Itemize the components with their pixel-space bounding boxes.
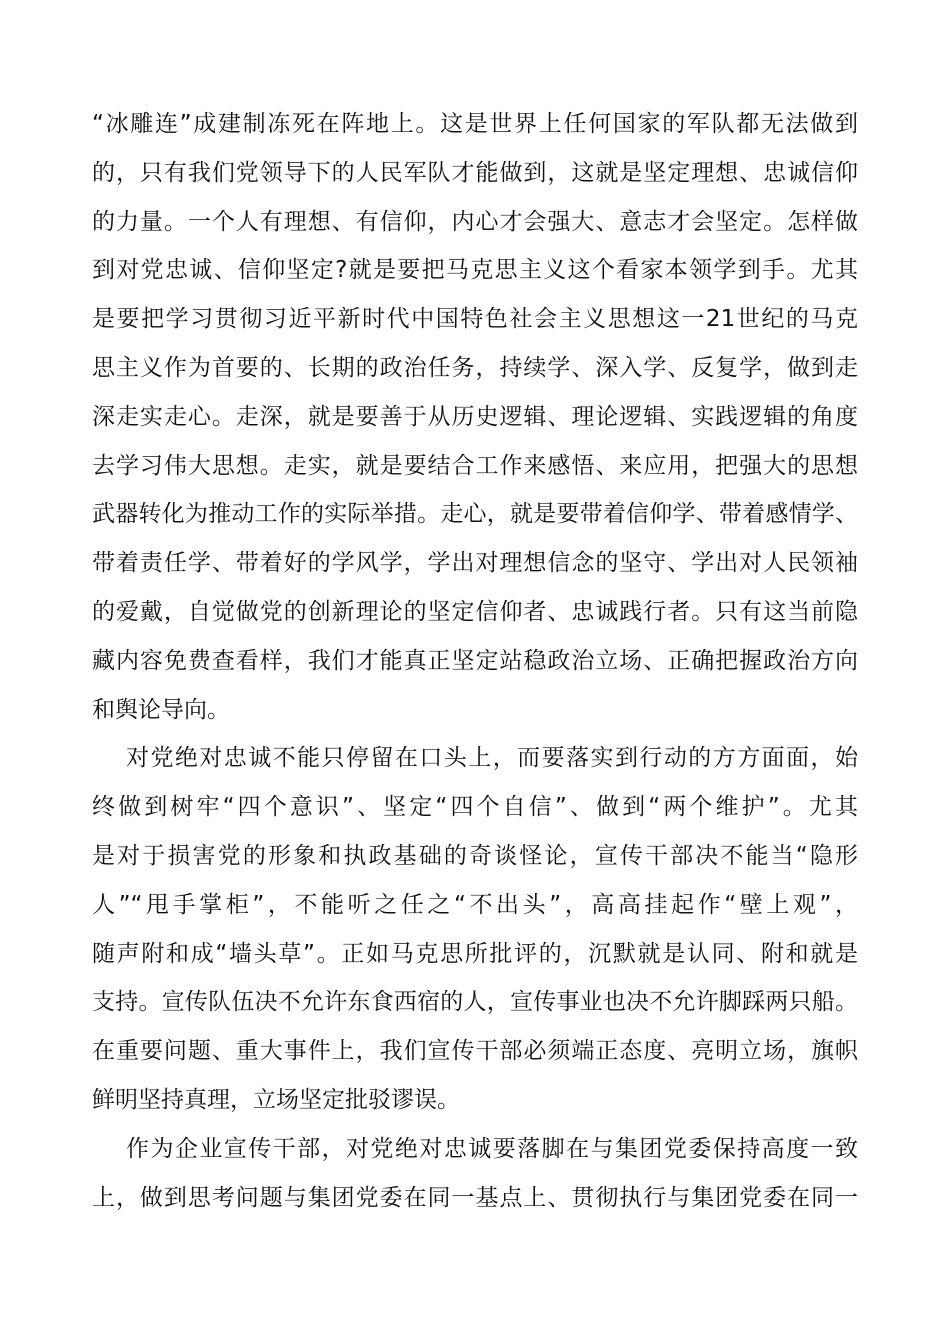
text-line: “冰雕连”成建制冻死在阵地上。这是世界上任何国家的军队都无法做到 [92,111,858,137]
text-line: 随声附和成“墙头草”。正如马克思所批评的，沉默就是认同、附和就是 [92,940,858,967]
text-line: 人”“甩手掌柜”，不能听之任之“不出头”，高高挂起作“壁上观”， [92,891,858,918]
text-line: 武器转化为推动工作的实际举措。走心，就是要带着信仰学、带着感情学、 [92,501,858,528]
text-line: 对党绝对忠诚不能只停留在口头上，而要落实到行动的方方面面，始 [126,745,858,772]
text-line: 是对于损害党的形象和执政基础的奇谈怪论，宣传干部决不能当“隐形 [92,842,858,869]
text-line: 终做到树牢“四个意识”、坚定“四个自信”、做到“两个维护”。尤其 [92,794,858,821]
text-line: 的爱戴，自觉做党的创新理论的坚定信仰者、忠诚践行者。只有这当前隐 [92,598,858,625]
text-line: 上，做到思考问题与集团党委在同一基点上、贯彻执行与集团党委在同一 [92,1184,858,1211]
text-line: 的力量。一个人有理想、有信仰，内心才会强大、意志才会坚定。怎样做 [92,208,858,235]
paragraph [92,100,858,734]
text-line: 在重要问题、重大事件上，我们宣传干部必须端正态度、亮明立场，旗帜 [92,1038,858,1065]
text-line: 支持。宣传队伍决不允许东食西宿的人，宣传事业也决不允许脚踩两只船。 [92,989,858,1016]
paragraph [92,734,858,1124]
text-line: 思主义作为首要的、长期的政治任务，持续学、深入学、反复学，做到走 [92,354,858,381]
text-line: 是要把学习贯彻习近平新时代中国特色社会主义思想这一21世纪的马克 [92,306,858,333]
text-line: 的，只有我们党领导下的人民军队才能做到，这就是坚定理想、忠诚信仰 [92,159,858,186]
text-line: 带着责任学、带着好的学风学，学出对理想信念的坚守、学出对人民领袖 [92,550,858,577]
text-line: 藏内容免费查看样，我们才能真正坚定站稳政治立场、正确把握政治方向 [92,647,858,674]
text-line: 作为企业宣传干部，对党绝对忠诚要落脚在与集团党委保持高度一致 [126,1135,858,1162]
paragraph [92,1125,858,1223]
text-line: 鲜明坚持真理，立场坚定批驳谬误。 [92,1086,460,1113]
text-line: 和舆论导向。 [92,696,230,723]
text-line: 到对党忠诚、信仰坚定?就是要把马克思主义这个看家本领学到手。尤其 [92,257,858,284]
text-line: 去学习伟大思想。走实，就是要结合工作来感悟、来应用，把强大的思想 [92,452,858,479]
document-body [92,100,858,1222]
text-line: 深走实走心。走深，就是要善于从历史逻辑、理论逻辑、实践逻辑的角度 [92,403,858,430]
